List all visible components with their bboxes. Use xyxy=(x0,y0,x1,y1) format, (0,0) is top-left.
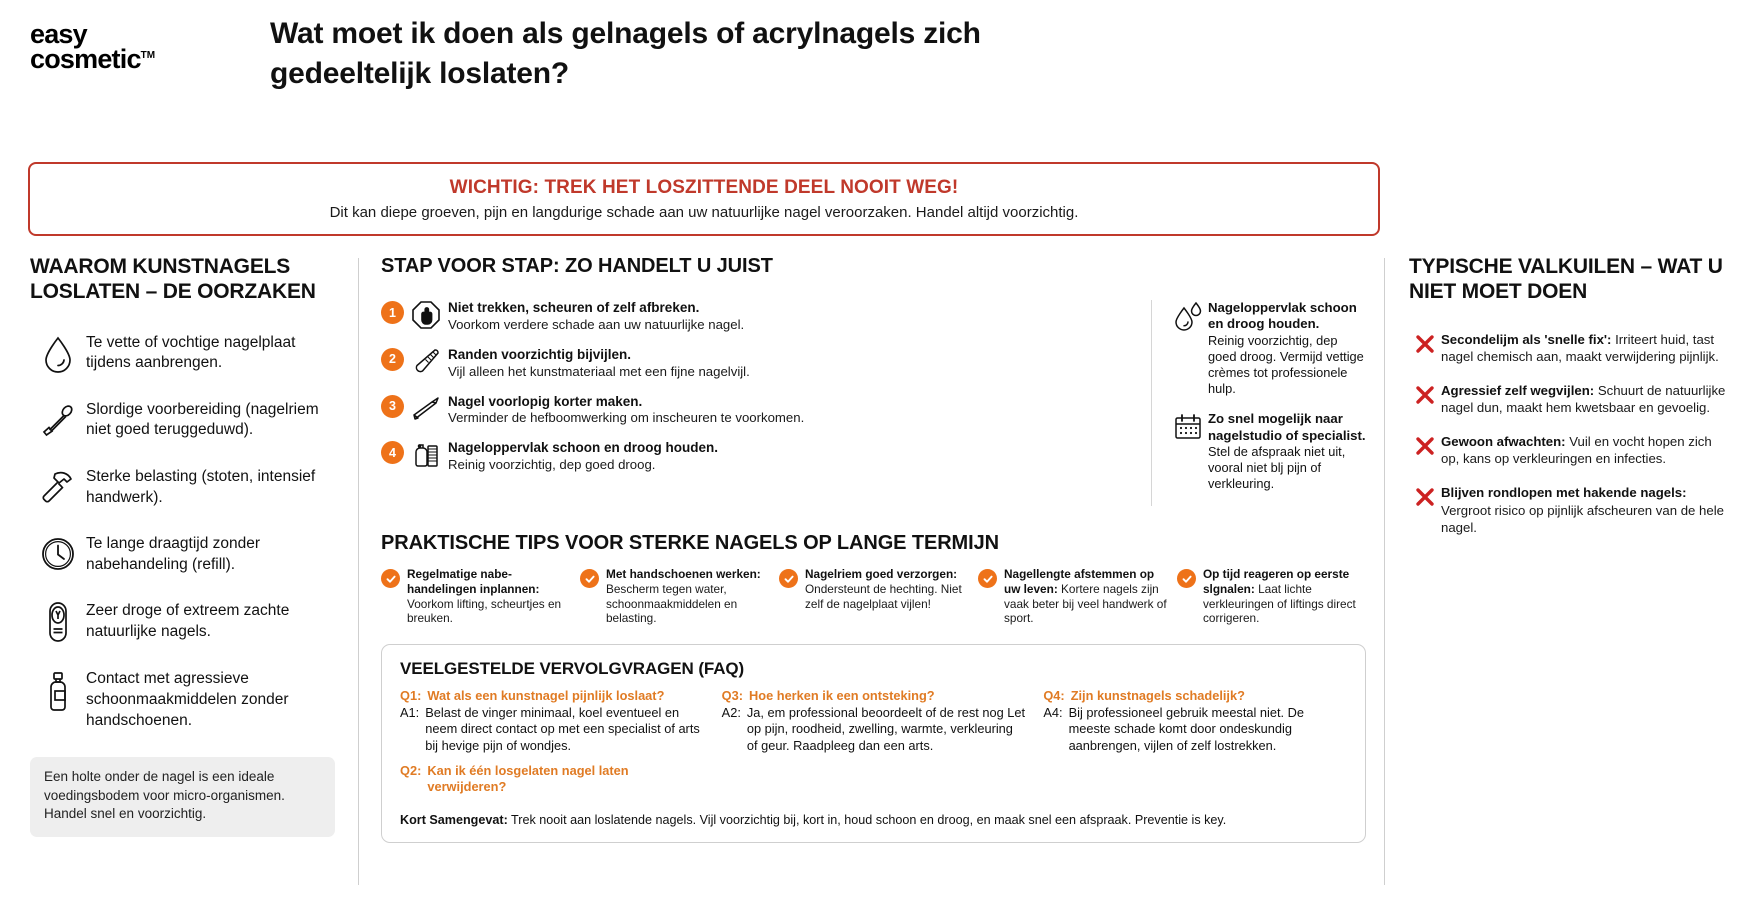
faq-entry xyxy=(400,688,704,754)
faq-column xyxy=(722,688,1026,804)
faq-entry xyxy=(1043,688,1347,754)
pitfall-rest: Schuurt de natuurlijke nagel dun, maakt hem kwetsbaar en gevoelig. xyxy=(1441,382,1726,415)
pitfall-text xyxy=(1441,433,1733,467)
tip-rest: Voorkom lifting, scheurtjes en breuken. xyxy=(407,596,562,626)
pitfall-lead: Secondelijm als 'snelle fix': xyxy=(1441,331,1612,347)
tip-item xyxy=(1177,567,1366,626)
step-number-badge: 2 xyxy=(381,348,404,371)
tip-text xyxy=(407,567,570,626)
brand-logo xyxy=(0,14,270,75)
causes-list xyxy=(30,333,340,732)
cause-item xyxy=(30,534,340,575)
cause-item xyxy=(30,400,340,441)
step-desc: Verminder de hefboomwerking om inscheuren te voorkomen. xyxy=(448,410,805,426)
step-title: Niet trekken, scheuren of zelf afbreken. xyxy=(448,300,700,315)
pitfall-rest: Irriteert huid, tast nagel chemisch aan, maakt verwijdering pijnlijk. xyxy=(1441,331,1719,364)
check-icon xyxy=(978,569,997,588)
step-desc: Reinig voorzichtig, dep goed droog. xyxy=(448,457,656,473)
faq-answer xyxy=(1043,705,1347,754)
faq-q-label: Q2: xyxy=(400,762,422,778)
causes-note: Een holte onder de nagel is een ideale voedingsbodem voor micro-organismen. Handel snel en voorzichtig. xyxy=(30,757,335,837)
side-step-item xyxy=(1168,411,1366,492)
faq-summary xyxy=(400,812,1347,828)
faq-entry xyxy=(722,688,1026,754)
bottle-icon xyxy=(30,669,86,713)
x-mark-icon xyxy=(1409,484,1441,508)
causes-title: WAAROM KUNSTNAGELS LOSLATEN – DE OORZAKEN xyxy=(30,255,316,303)
side-step-text xyxy=(1208,300,1366,397)
faq-q-text: Wat als een kunstnagel pijnlijk loslaat? xyxy=(427,688,665,704)
cuticle-pusher-icon xyxy=(30,400,86,440)
pitfall-rest: Vuil en vocht hopen zich op, kans op verkleuringen en infecties. xyxy=(1441,434,1712,467)
nail-file-icon xyxy=(404,347,448,377)
check-icon xyxy=(1177,569,1196,588)
cause-item xyxy=(30,601,340,643)
faq-column xyxy=(400,688,704,804)
cause-text: Contact met agressieve schoonmaakmiddelen zonder handschoenen. xyxy=(86,670,289,729)
faq-summary-lead: Kort Samengevat: xyxy=(400,812,508,827)
pitfalls-title: TYPISCHE VALKUILEN – WAT U NIET MOET DOEN xyxy=(1409,255,1723,303)
faq-title: VEELGESTELDE VERVOLGVRAGEN (FAQ) xyxy=(400,659,745,679)
pitfall-item xyxy=(1409,382,1733,416)
faq-columns xyxy=(400,688,1347,804)
faq-q-label: Q4: xyxy=(1043,688,1065,704)
pitfalls-column xyxy=(1385,255,1757,885)
step-desc: Vijl alleen het kunstmateriaal met een fijne nagelvijl. xyxy=(448,363,750,379)
pitfall-item xyxy=(1409,331,1733,365)
pitfall-text xyxy=(1441,331,1733,365)
trademark-mark: TM xyxy=(140,50,156,62)
tip-lead: Nagellengte afstemmen op uw leven: xyxy=(1004,567,1155,596)
pitfall-lead: Agressief zelf wegvijlen: xyxy=(1441,382,1595,398)
pitfall-item xyxy=(1409,433,1733,467)
side-steps-list xyxy=(1151,300,1366,506)
cause-text: Zeer droge of extreem zachte natuurlijke nagels. xyxy=(86,602,290,641)
pitfall-item xyxy=(1409,484,1733,535)
water-drops-icon xyxy=(1168,300,1208,331)
faq-a-label: A1: xyxy=(400,705,420,721)
tip-text xyxy=(1004,567,1167,626)
cause-item xyxy=(30,333,340,374)
clock-icon xyxy=(30,534,86,572)
tips-list xyxy=(381,567,1366,626)
cleaning-bottle-icon xyxy=(404,440,448,470)
faq-box xyxy=(381,644,1366,843)
tip-rest: Ondersteunt de hechting. Niet zelf de nagelplaat vijlen! xyxy=(805,581,962,611)
side-step-text xyxy=(1208,411,1366,492)
warning-subtitle: Dit kan diepe groeven, pijn en langdurige schade aan uw natuurlijke nagel veroorzaken. Handel altijd voorzichtig. xyxy=(329,204,1079,221)
tip-text xyxy=(805,567,968,611)
hammer-icon xyxy=(30,467,86,505)
faq-q-text: Zijn kunstnagels schadelijk? xyxy=(1070,688,1245,704)
calendar-icon xyxy=(1168,411,1208,442)
faq-question xyxy=(400,688,704,704)
faq-a-label: A4: xyxy=(1043,705,1063,721)
faq-q-text: Hoe herken ik een ontsteking? xyxy=(749,688,935,704)
faq-question xyxy=(722,688,1026,704)
nail-clipper-icon xyxy=(404,394,448,424)
faq-q-label: Q3: xyxy=(721,688,744,704)
side-step-title: Nageloppervlak schoon en droog houden. xyxy=(1208,300,1357,332)
brand-logo-text xyxy=(30,19,270,75)
side-step-desc: Stel de afspraak niet uit, vooral niet blj pijn of verkleuring. xyxy=(1208,443,1346,492)
pitfalls-list xyxy=(1409,331,1733,536)
check-icon xyxy=(779,569,798,588)
tip-lead: Regelmatige nabe-handelingen inplannen: xyxy=(407,567,540,596)
faq-q-label: Q1: xyxy=(400,688,422,704)
step-text xyxy=(448,394,1139,428)
tip-lead: Nagelriem goed verzorgen: xyxy=(805,567,958,582)
step-number-badge: 1 xyxy=(381,301,404,324)
cause-text: Slordige voorbereiding (nagelriem niet goed teruggeduwd). xyxy=(86,400,319,439)
tip-item xyxy=(978,567,1167,626)
tip-text xyxy=(1203,567,1366,626)
causes-column xyxy=(0,255,358,885)
pitfall-lead: Gewoon afwachten: xyxy=(1441,434,1566,450)
steps-column xyxy=(359,255,1384,885)
pitfall-lead: Blijven rondlopen met hakende nagels: xyxy=(1441,485,1687,501)
cause-item xyxy=(30,669,340,731)
stop-hand-icon xyxy=(404,300,448,330)
tip-rest: Bescherm tegen water, schoonmaakmiddelen en belasting. xyxy=(606,581,738,626)
faq-answer xyxy=(722,705,1026,754)
faq-a-text: Bij professioneel gebruik meestal niet. De meeste schade komt door ondeskundig aanbrengen, vijlen of zelf lostrekken. xyxy=(1068,705,1305,753)
step-desc: Voorkom verdere schade aan uw natuurlijke nagel. xyxy=(448,316,745,332)
tip-rest: Kortere nagels zijn vaak beter bij veel handwerk of sport. xyxy=(1004,581,1167,626)
numbered-steps-list xyxy=(381,300,1139,506)
header xyxy=(0,0,1408,120)
x-mark-icon xyxy=(1409,433,1441,457)
tip-item xyxy=(779,567,968,626)
step-title: Nageloppervlak schoon en droog houden. xyxy=(448,440,719,456)
tip-lead: Op tijd reageren op eerste slgnalen: xyxy=(1203,567,1350,596)
tip-item xyxy=(381,567,570,626)
brand-line-2: cosmetic xyxy=(30,44,141,75)
x-mark-icon xyxy=(1409,331,1441,355)
cause-item xyxy=(30,467,340,508)
droplet-icon xyxy=(30,333,86,373)
faq-a-text: Belast de vinger minimaal, koel eventueel en neem direct contact op met een specialist of arts bij hevige pijn of wondjes. xyxy=(425,705,700,753)
faq-column xyxy=(1043,688,1347,804)
faq-a-label: A2: xyxy=(721,705,741,721)
pitfall-text xyxy=(1441,484,1733,535)
content-area xyxy=(0,255,1726,885)
faq-question xyxy=(1043,688,1347,704)
faq-q-text: Kan ik één losgelaten nagel laten verwijderen? xyxy=(427,762,629,794)
step-number-badge: 3 xyxy=(381,395,404,418)
step-item xyxy=(381,440,1139,474)
cause-text: Te lange draagtijd zonder nabehandeling (refill). xyxy=(86,535,261,573)
faq-entry xyxy=(400,763,704,795)
step-item xyxy=(381,300,1139,334)
faq-question xyxy=(400,763,704,795)
faq-summary-rest: Trek nooit aan loslatende nagels. Vijl voorzichtig bij, kort in, houd schoon en droog, en maak snel een afspraak. Preventie is key. xyxy=(507,812,1227,827)
check-icon xyxy=(381,569,400,588)
check-icon xyxy=(580,569,599,588)
cause-text: Sterke belasting (stoten, intensief handwerk). xyxy=(86,467,316,506)
step-text xyxy=(448,347,1139,381)
tip-lead: Met handschoenen werken: xyxy=(606,567,761,582)
faq-a-text: Ja, em professional beoordeelt of de rest nog Let op pijn, roodheid, zwelling, warmte, verkleuring of geur. Raadpleeg dan een arts. xyxy=(746,705,1026,753)
steps-title: STAP VOOR STAP: ZO HANDELT U JUIST xyxy=(381,255,773,277)
side-step-desc: Reinig voorzichtig, dep goed droog. Vermijd vettige crèmes tot professionele hulp. xyxy=(1208,332,1364,397)
page-title: Wat moet ik doen als gelnagels of acrylnagels zich gedeeltelijk loslaten? xyxy=(270,17,981,90)
cause-text: Te vette of vochtige nagelplaat tijdens aanbrengen. xyxy=(86,333,296,372)
side-step-title: Zo snel mogelijk naar nagelstudio of specialist. xyxy=(1208,411,1366,443)
side-step-item xyxy=(1168,300,1366,397)
pitfall-text xyxy=(1441,382,1733,416)
x-mark-icon xyxy=(1409,382,1441,406)
tip-rest: Laat lichte verkleuringen of liftings direct corrigeren. xyxy=(1203,581,1356,626)
steps-wrapper xyxy=(381,300,1366,506)
step-title: Randen voorzichtig bijvijlen. xyxy=(448,346,632,362)
step-item xyxy=(381,394,1139,428)
warning-title: WICHTIG: TREK HET LOSZITTENDE DEEL NOOIT WEG! xyxy=(449,177,959,198)
tip-item xyxy=(580,567,769,626)
step-text xyxy=(448,300,1139,334)
pitfall-rest: Vergroot risico op pijnlijk afscheuren van de hele nagel. xyxy=(1441,502,1724,535)
step-number-badge: 4 xyxy=(381,441,404,464)
brand-line-1: easy xyxy=(30,19,87,49)
warning-banner xyxy=(28,162,1380,236)
faq-answer xyxy=(400,705,704,754)
fingernail-icon xyxy=(30,601,86,643)
step-item xyxy=(381,347,1139,381)
tips-title: PRAKTISCHE TIPS VOOR STERKE NAGELS OP LANGE TERMIJN xyxy=(381,532,999,555)
step-text xyxy=(448,440,1139,474)
tip-text xyxy=(606,567,769,626)
step-title: Nagel voorlopig korter maken. xyxy=(448,393,643,409)
